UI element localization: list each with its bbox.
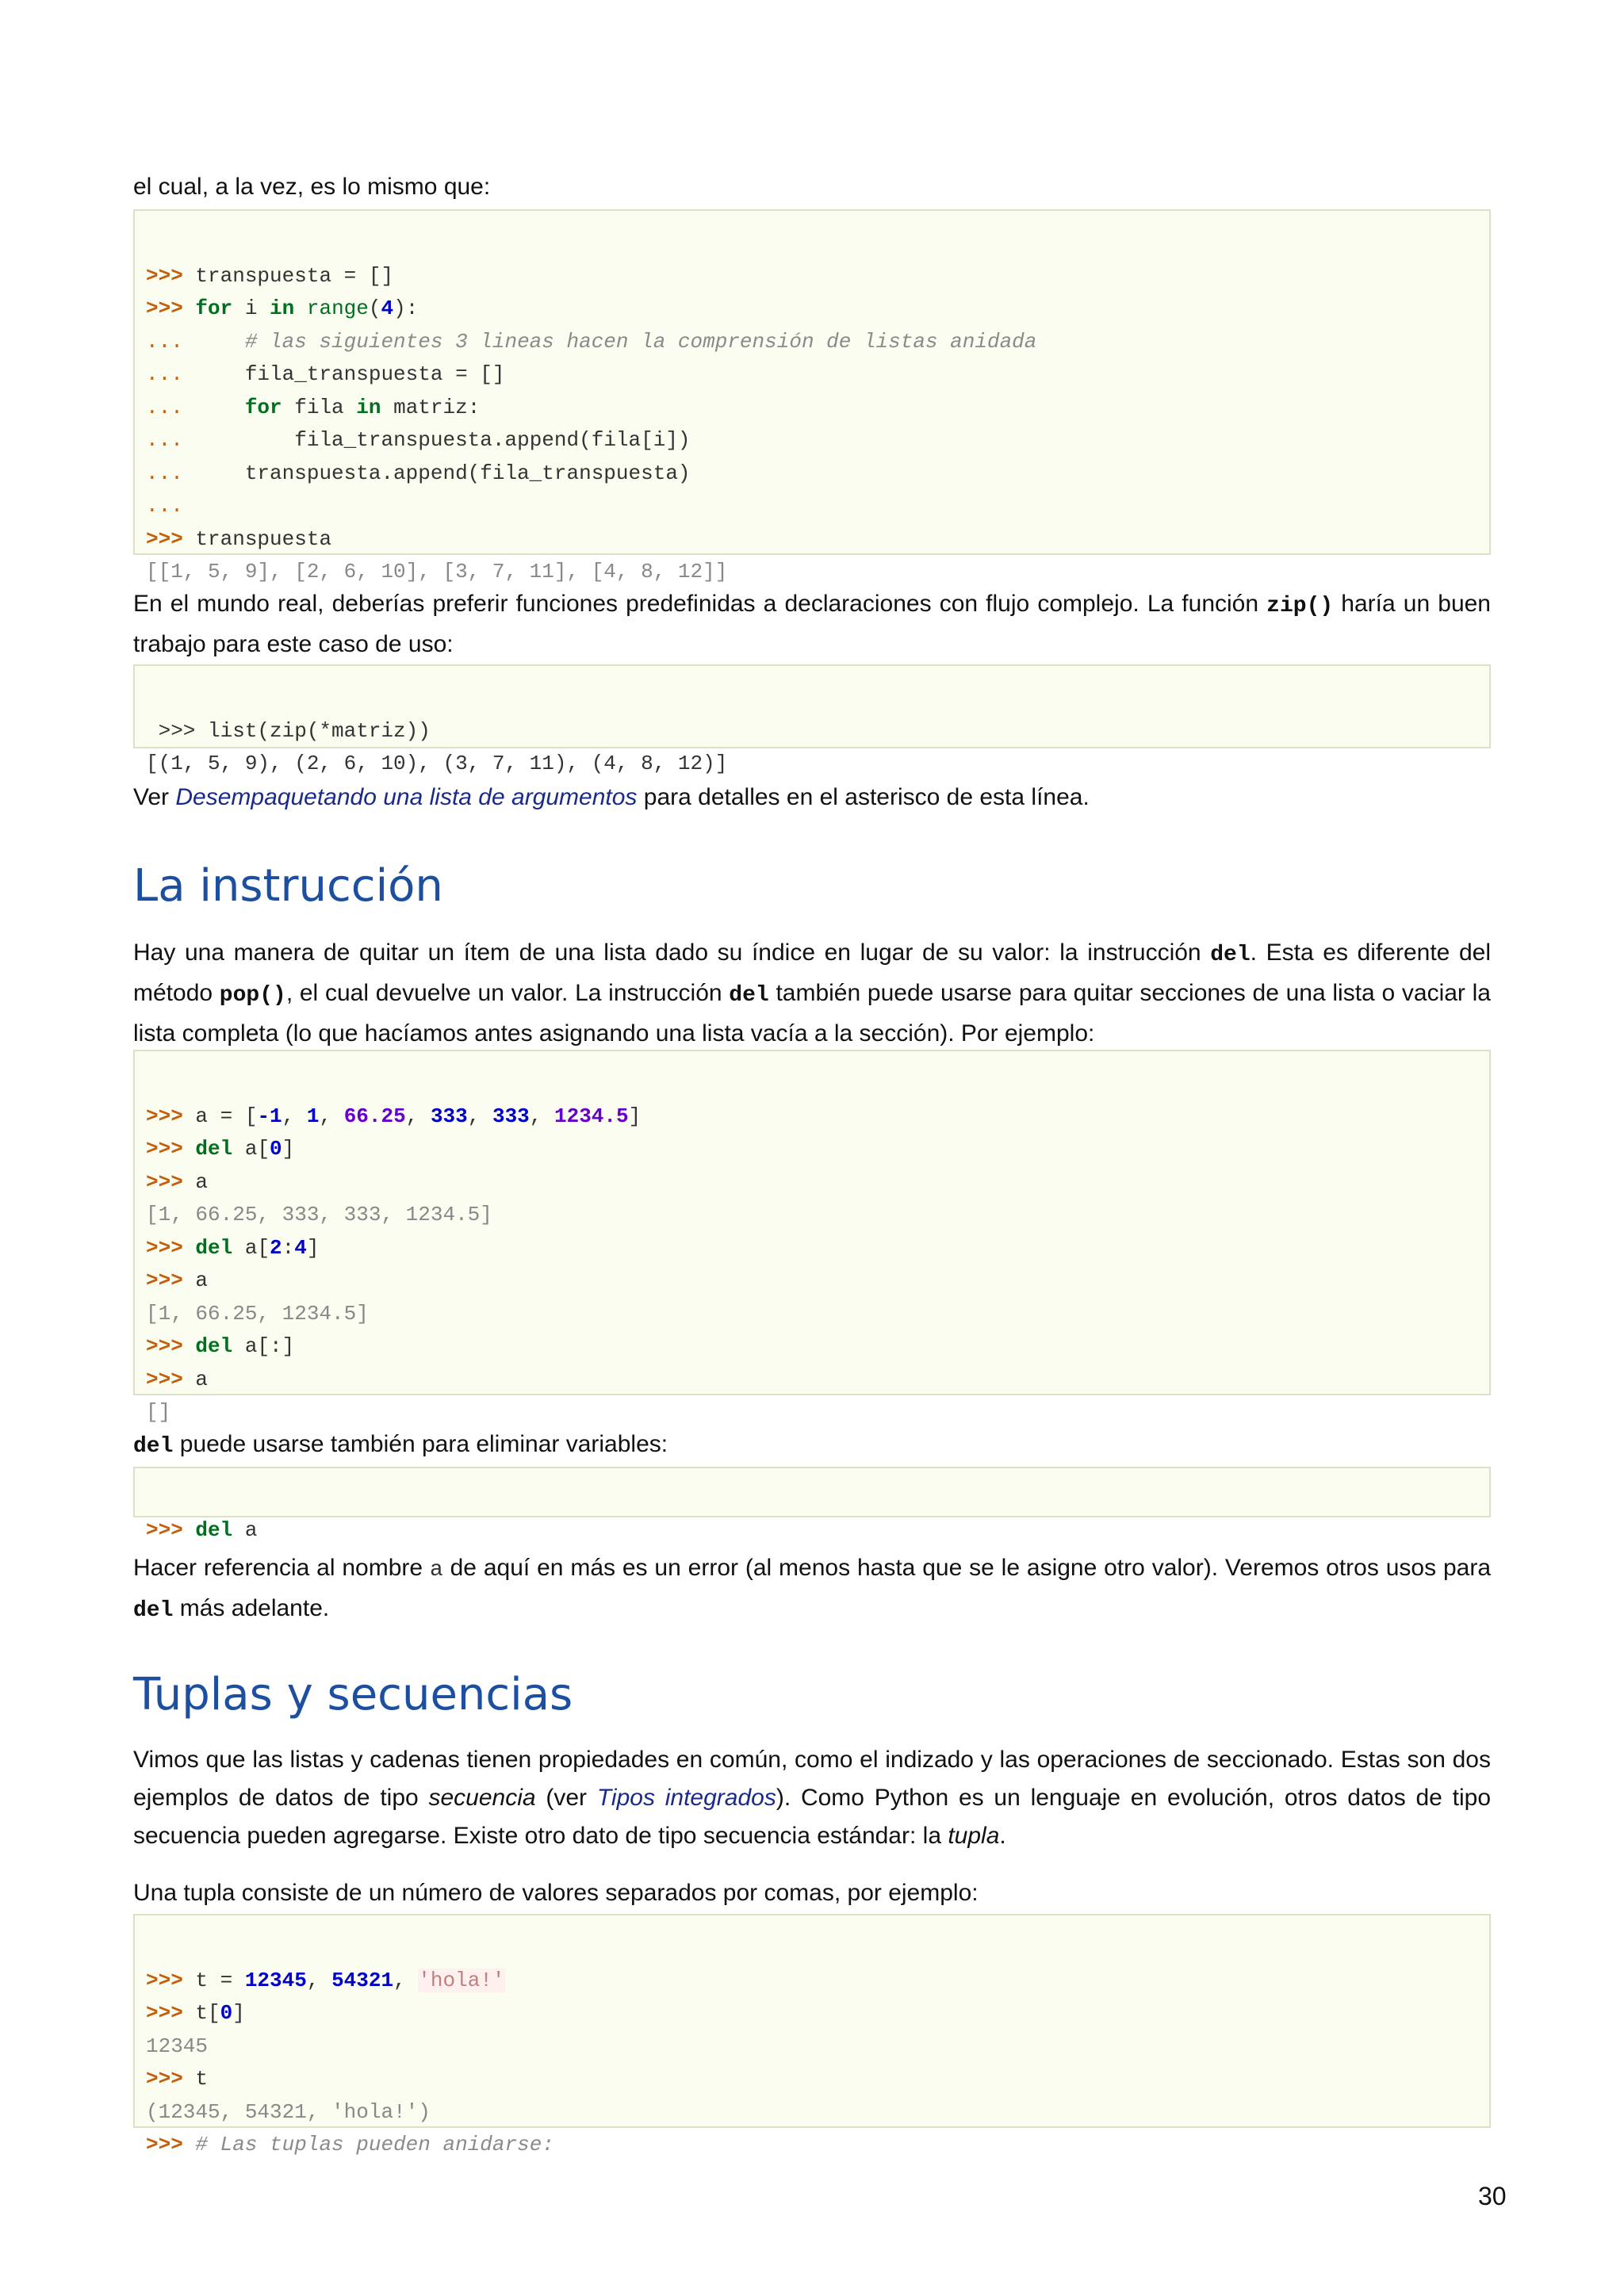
del-variables-paragraph: del puede usarse también para eliminar variables: xyxy=(133,1431,668,1459)
inline-code-zip: zip() xyxy=(1266,594,1334,618)
page-number: 30 xyxy=(1478,2182,1507,2210)
section-heading-del: La instrucción xyxy=(133,860,443,912)
code-block-zip: >>> list(zip(*matriz)) [(1, 5, 9), (2, 6, 10), (3, 7, 11), (4, 8, 12)] xyxy=(133,664,1491,748)
intro-paragraph: el cual, a la vez, es lo mismo que: xyxy=(133,174,491,200)
code-block-transpose-loop: >>> transpuesta = [] >>> for i in range(4): ... # las siguientes 3 lineas hacen la comprensión de listas anidada ... fila_transpuesta = [] ... for fila in matriz: ... fila_transpuesta.append(fila[i]) ... transpuesta.append(fila_transpuesta) ... >>> transpuesta [[1, 5, 9], [2, 6, 10], [3, 7, 11], [4, 8, 12]] xyxy=(133,209,1491,555)
sequences-paragraph: Vimos que las listas y cadenas tienen propiedades en común, como el indizado y las operaciones de seccionado. Estas son dos ejemplos de datos de tipo secuencia (ver Tipos integrados). Como Python es un lenguaje en evolución, otros datos de tipo secuencia pueden agregarse. Existe otro dato de tipo secuencia estándar: la tupla. xyxy=(133,1747,1492,1849)
section-heading-tuples: Tuplas y secuencias xyxy=(133,1669,573,1720)
code-block-del-variable: >>> del a xyxy=(133,1467,1491,1517)
tuple-definition-paragraph: Una tupla consiste de un número de valores separados por comas, por ejemplo: xyxy=(133,1880,979,1906)
reference-error-paragraph: Hacer referencia al nombre a de aquí en más es un error (al menos hasta que se le asigne otro valor). Veremos otros usos para del más adelante. xyxy=(133,1555,1491,1623)
link-builtin-types[interactable]: Tipos integrados xyxy=(596,1785,776,1811)
unpacking-paragraph: Ver Desempaquetando una lista de argumentos para detalles en el asterisco de esta línea. xyxy=(133,784,1090,810)
code-block-tuples: >>> t = 12345, 54321, 'hola!' >>> t[0] 12345 >>> t (12345, 54321, 'hola!') >>> # Las tuplas pueden anidarse: xyxy=(133,1914,1491,2128)
link-unpacking-arguments[interactable]: Desempaquetando una lista de argumentos xyxy=(175,784,638,810)
del-description-paragraph: Hay una manera de quitar un ítem de una lista dado su índice en lugar de su valor: la instrucción del. Esta es diferente del método pop(), el cual devuelve un valor. La instrucción del también puede usarse para quitar secciones de una lista o vaciar la lista completa (lo que hacíamos antes asignando una lista vacía a la sección). Por ejemplo: xyxy=(133,939,1492,1047)
code-block-del-examples: >>> a = [-1, 1, 66.25, 333, 333, 1234.5] >>> del a[0] >>> a [1, 66.25, 333, 333, 1234.5] >>> del a[2:4] >>> a [1, 66.25, 1234.5] >>> del a[:] >>> a [] xyxy=(133,1050,1491,1395)
zip-paragraph: En el mundo real, deberías preferir funciones predefinidas a declaraciones con flujo complejo. La función zip() haría un buen trabajo para este caso de uso: xyxy=(133,591,1491,657)
